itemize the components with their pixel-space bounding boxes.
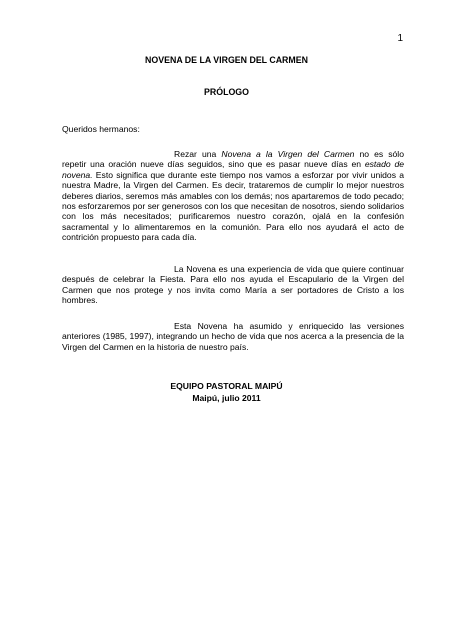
paragraph-1-middle: no es sólo repetir una oración nueve días seguidos, sino que es pasar nueve días en	[62, 149, 404, 170]
paragraph-2: La Novena es una experiencia de vida que quiere continuar después de celebrar la Fiesta. Para ello nos ayuda el Escapulario de la Virgen del Carmen que nos protege y nos invita como María a ser portadores de Cristo a los hombres.	[62, 264, 404, 306]
paragraph-3: Esta Novena ha asumido y enriquecido las versiones anteriores (1985, 1997), integrando un hecho de vida que nos acerca a la presencia de la Virgen del Carmen en la historia de nuestro país.	[62, 321, 404, 352]
section-title: PRÓLOGO	[204, 87, 249, 97]
paragraph-1-emphasis-1: Novena a la Virgen del Carmen	[221, 149, 355, 159]
paragraph-1	[62, 149, 404, 243]
greeting: Queridos hermanos:	[62, 124, 140, 134]
page-number: 1	[397, 33, 403, 44]
paragraph-1-lead: Rezar una	[174, 149, 222, 159]
signature-place-date: Maipú, julio 2011	[192, 393, 261, 403]
paragraph-1-rest: Esto significa que durante este tiempo nos vamos a esforzar por vivir unidos a nuestra Madre, la Virgen del Carmen. Es decir, trataremos de cumplir lo mejor nuestros deberes diarios, seremos más amables con los demás; nos apartaremos de todo pecado; nos esforzaremos por ser generosos con los que necesitan de nosotros, siendo solidarios con los más necesitados; purificaremos nuestro corazón, ojalá en la confesión sacramental y lo alimentaremos en la comunión. Para ello nos ayudará el acto de contrición propuesto para cada día.	[62, 169, 404, 243]
signature-name: EQUIPO PASTORAL MAIPÚ	[170, 381, 283, 391]
paragraph-1-emphasis-2: estado de novena.	[62, 159, 405, 180]
document-title: NOVENA DE LA VIRGEN DEL CARMEN	[145, 55, 308, 65]
